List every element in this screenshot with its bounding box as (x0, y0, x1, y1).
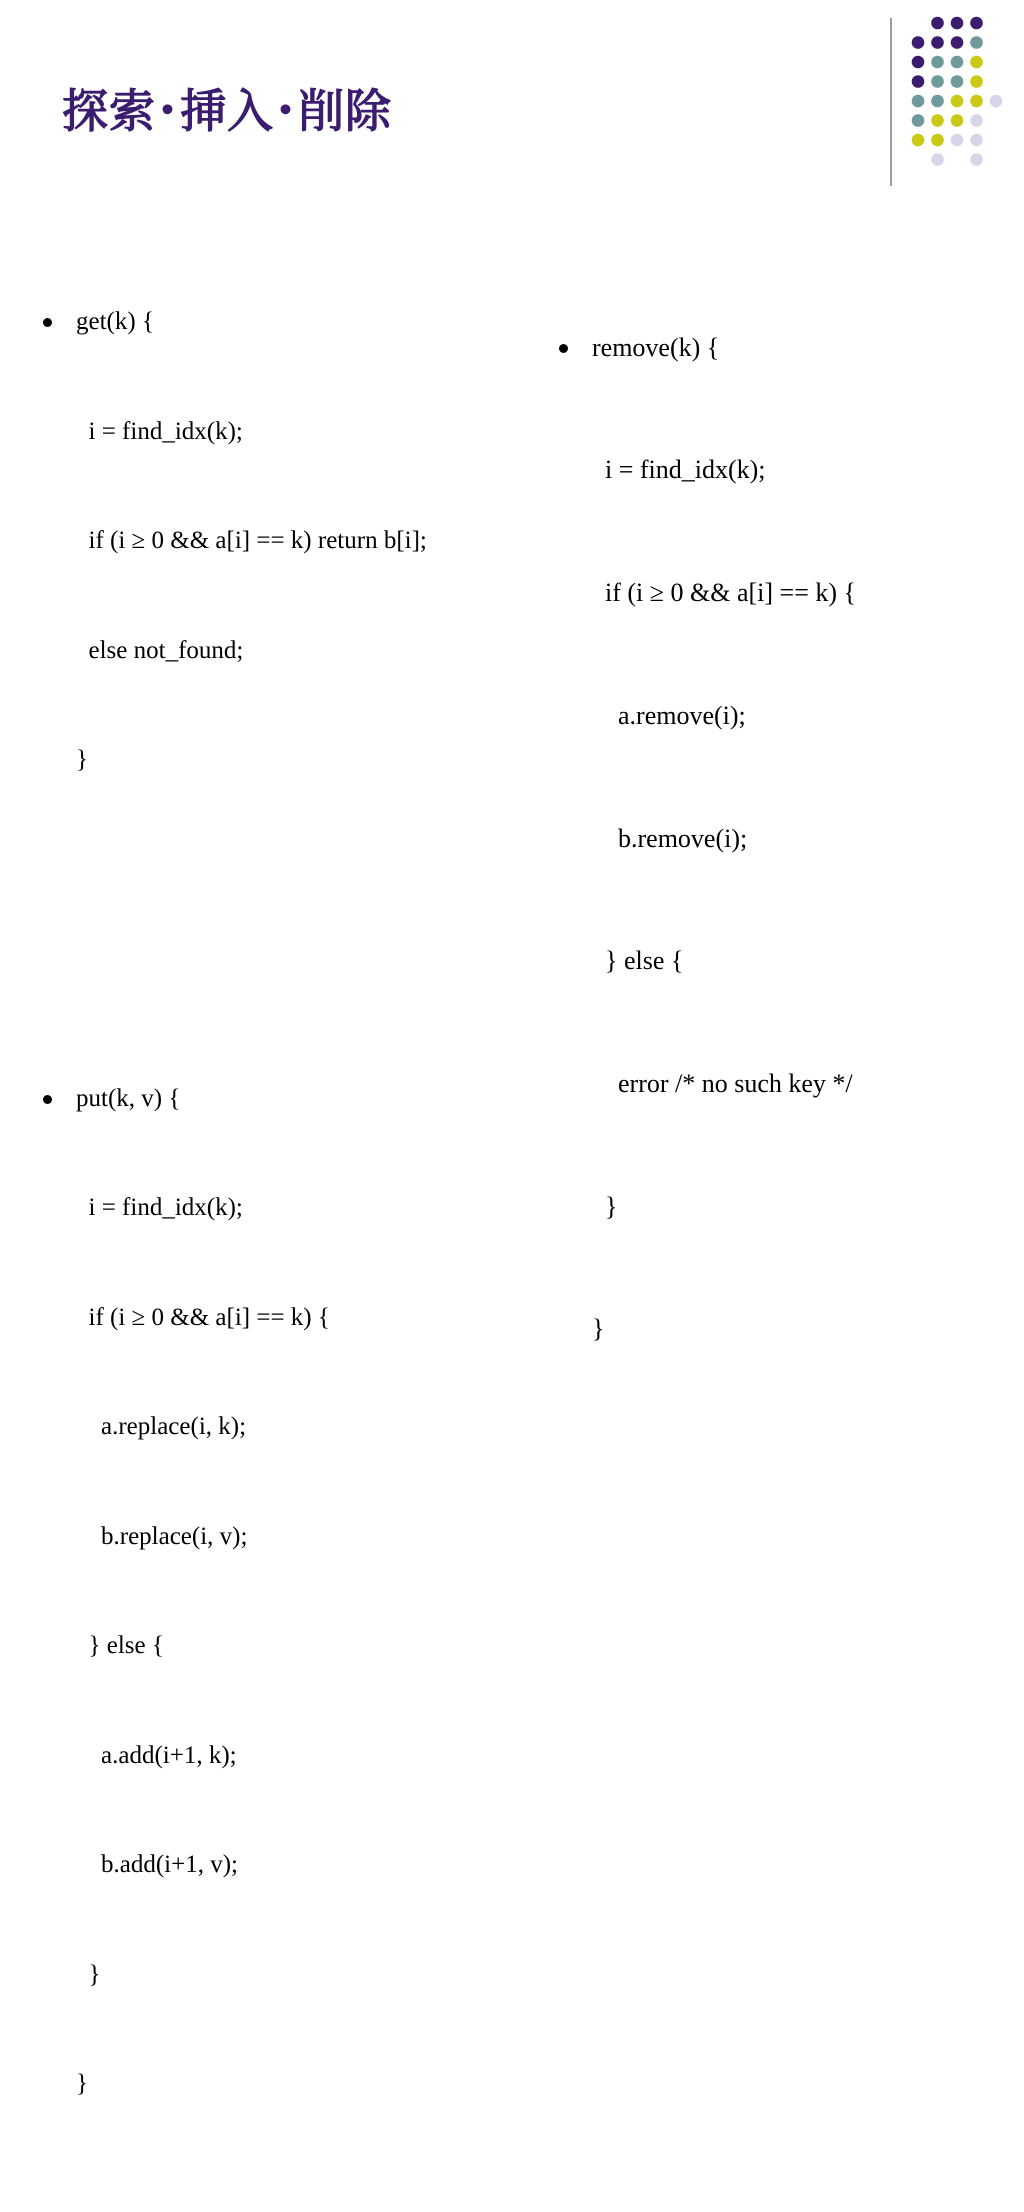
code-line-remove-5: } else { (592, 946, 684, 976)
decorative-dot (931, 114, 944, 127)
decorative-dot (951, 134, 964, 147)
code-line-put-8: } (76, 1960, 101, 1988)
code-line-put-3: a.replace(i, k); (76, 1413, 247, 1440)
code-line-remove-7: } (592, 1191, 618, 1221)
decorative-dot (931, 95, 944, 108)
decorative-dot (912, 95, 925, 108)
code-line-put-7: b.add(i+1, v); (76, 1851, 238, 1878)
slide-title: 探索･挿入･削除 (62, 84, 392, 138)
decorative-dot (970, 17, 983, 30)
decorative-dot (970, 153, 983, 166)
code-line-remove-1: i = find_idx(k); (592, 455, 766, 485)
code-line-put-1: i = find_idx(k); (76, 1194, 243, 1221)
code-line-remove-4: b.remove(i); (592, 823, 748, 853)
decorative-dot (912, 134, 925, 147)
code-line-remove-6: error /* no such key */ (592, 1068, 853, 1098)
code-line-get-1: i = find_idx(k); (76, 417, 243, 445)
decorative-dot (951, 36, 964, 49)
decorative-dot (951, 75, 964, 88)
decorative-dot (931, 56, 944, 69)
code-line-remove-8: } (592, 1314, 605, 1344)
code-line-put-6: a.add(i+1, k); (76, 1741, 237, 1769)
code-line-get-0: get(k) { (40, 304, 427, 341)
decorative-dot (912, 36, 925, 49)
remove-block (556, 246, 856, 1432)
decorative-dot (970, 75, 983, 88)
get-block (40, 231, 427, 852)
decorative-dot (931, 17, 944, 30)
decorative-dot (970, 134, 983, 147)
decorative-dot (970, 56, 983, 69)
code-line-put-0: put(k, v) { (40, 1081, 427, 1118)
code-line-put-2: if (i ≥ 0 && a[i] == k) { (76, 1303, 330, 1331)
decorative-dot (951, 95, 964, 108)
decorative-dot (970, 114, 983, 127)
decorative-dot (951, 17, 964, 30)
code-line-remove-3: a.remove(i); (592, 700, 746, 730)
code-column-right (556, 164, 856, 1473)
put-block (40, 1008, 427, 2176)
decorative-dot (912, 114, 925, 127)
decorative-dot (931, 153, 944, 166)
decorative-dot (990, 95, 1003, 108)
decorative-dot (931, 36, 944, 49)
decorative-dot (951, 114, 964, 127)
decorative-dot (912, 75, 925, 88)
code-line-remove-0: remove(k) { (556, 328, 856, 369)
code-line-get-3: else not_found; (76, 636, 244, 664)
decorative-dot (970, 95, 983, 108)
code-line-remove-2: if (i ≥ 0 && a[i] == k) { (592, 578, 857, 608)
decorative-dot (951, 56, 964, 69)
code-line-put-5: } else { (76, 1632, 164, 1659)
decorative-dot (970, 36, 983, 49)
code-column-left (40, 158, 427, 2212)
code-line-put-9: } (76, 2070, 88, 2097)
code-line-put-4: b.replace(i, v); (76, 1522, 248, 1550)
code-line-get-4: } (76, 746, 88, 773)
decorative-dot (912, 56, 925, 69)
decorative-dot (931, 75, 944, 88)
decorative-dot (931, 134, 944, 147)
code-line-get-2: if (i ≥ 0 && a[i] == k) return b[i]; (76, 527, 427, 554)
dot-grid-group (912, 17, 1003, 166)
